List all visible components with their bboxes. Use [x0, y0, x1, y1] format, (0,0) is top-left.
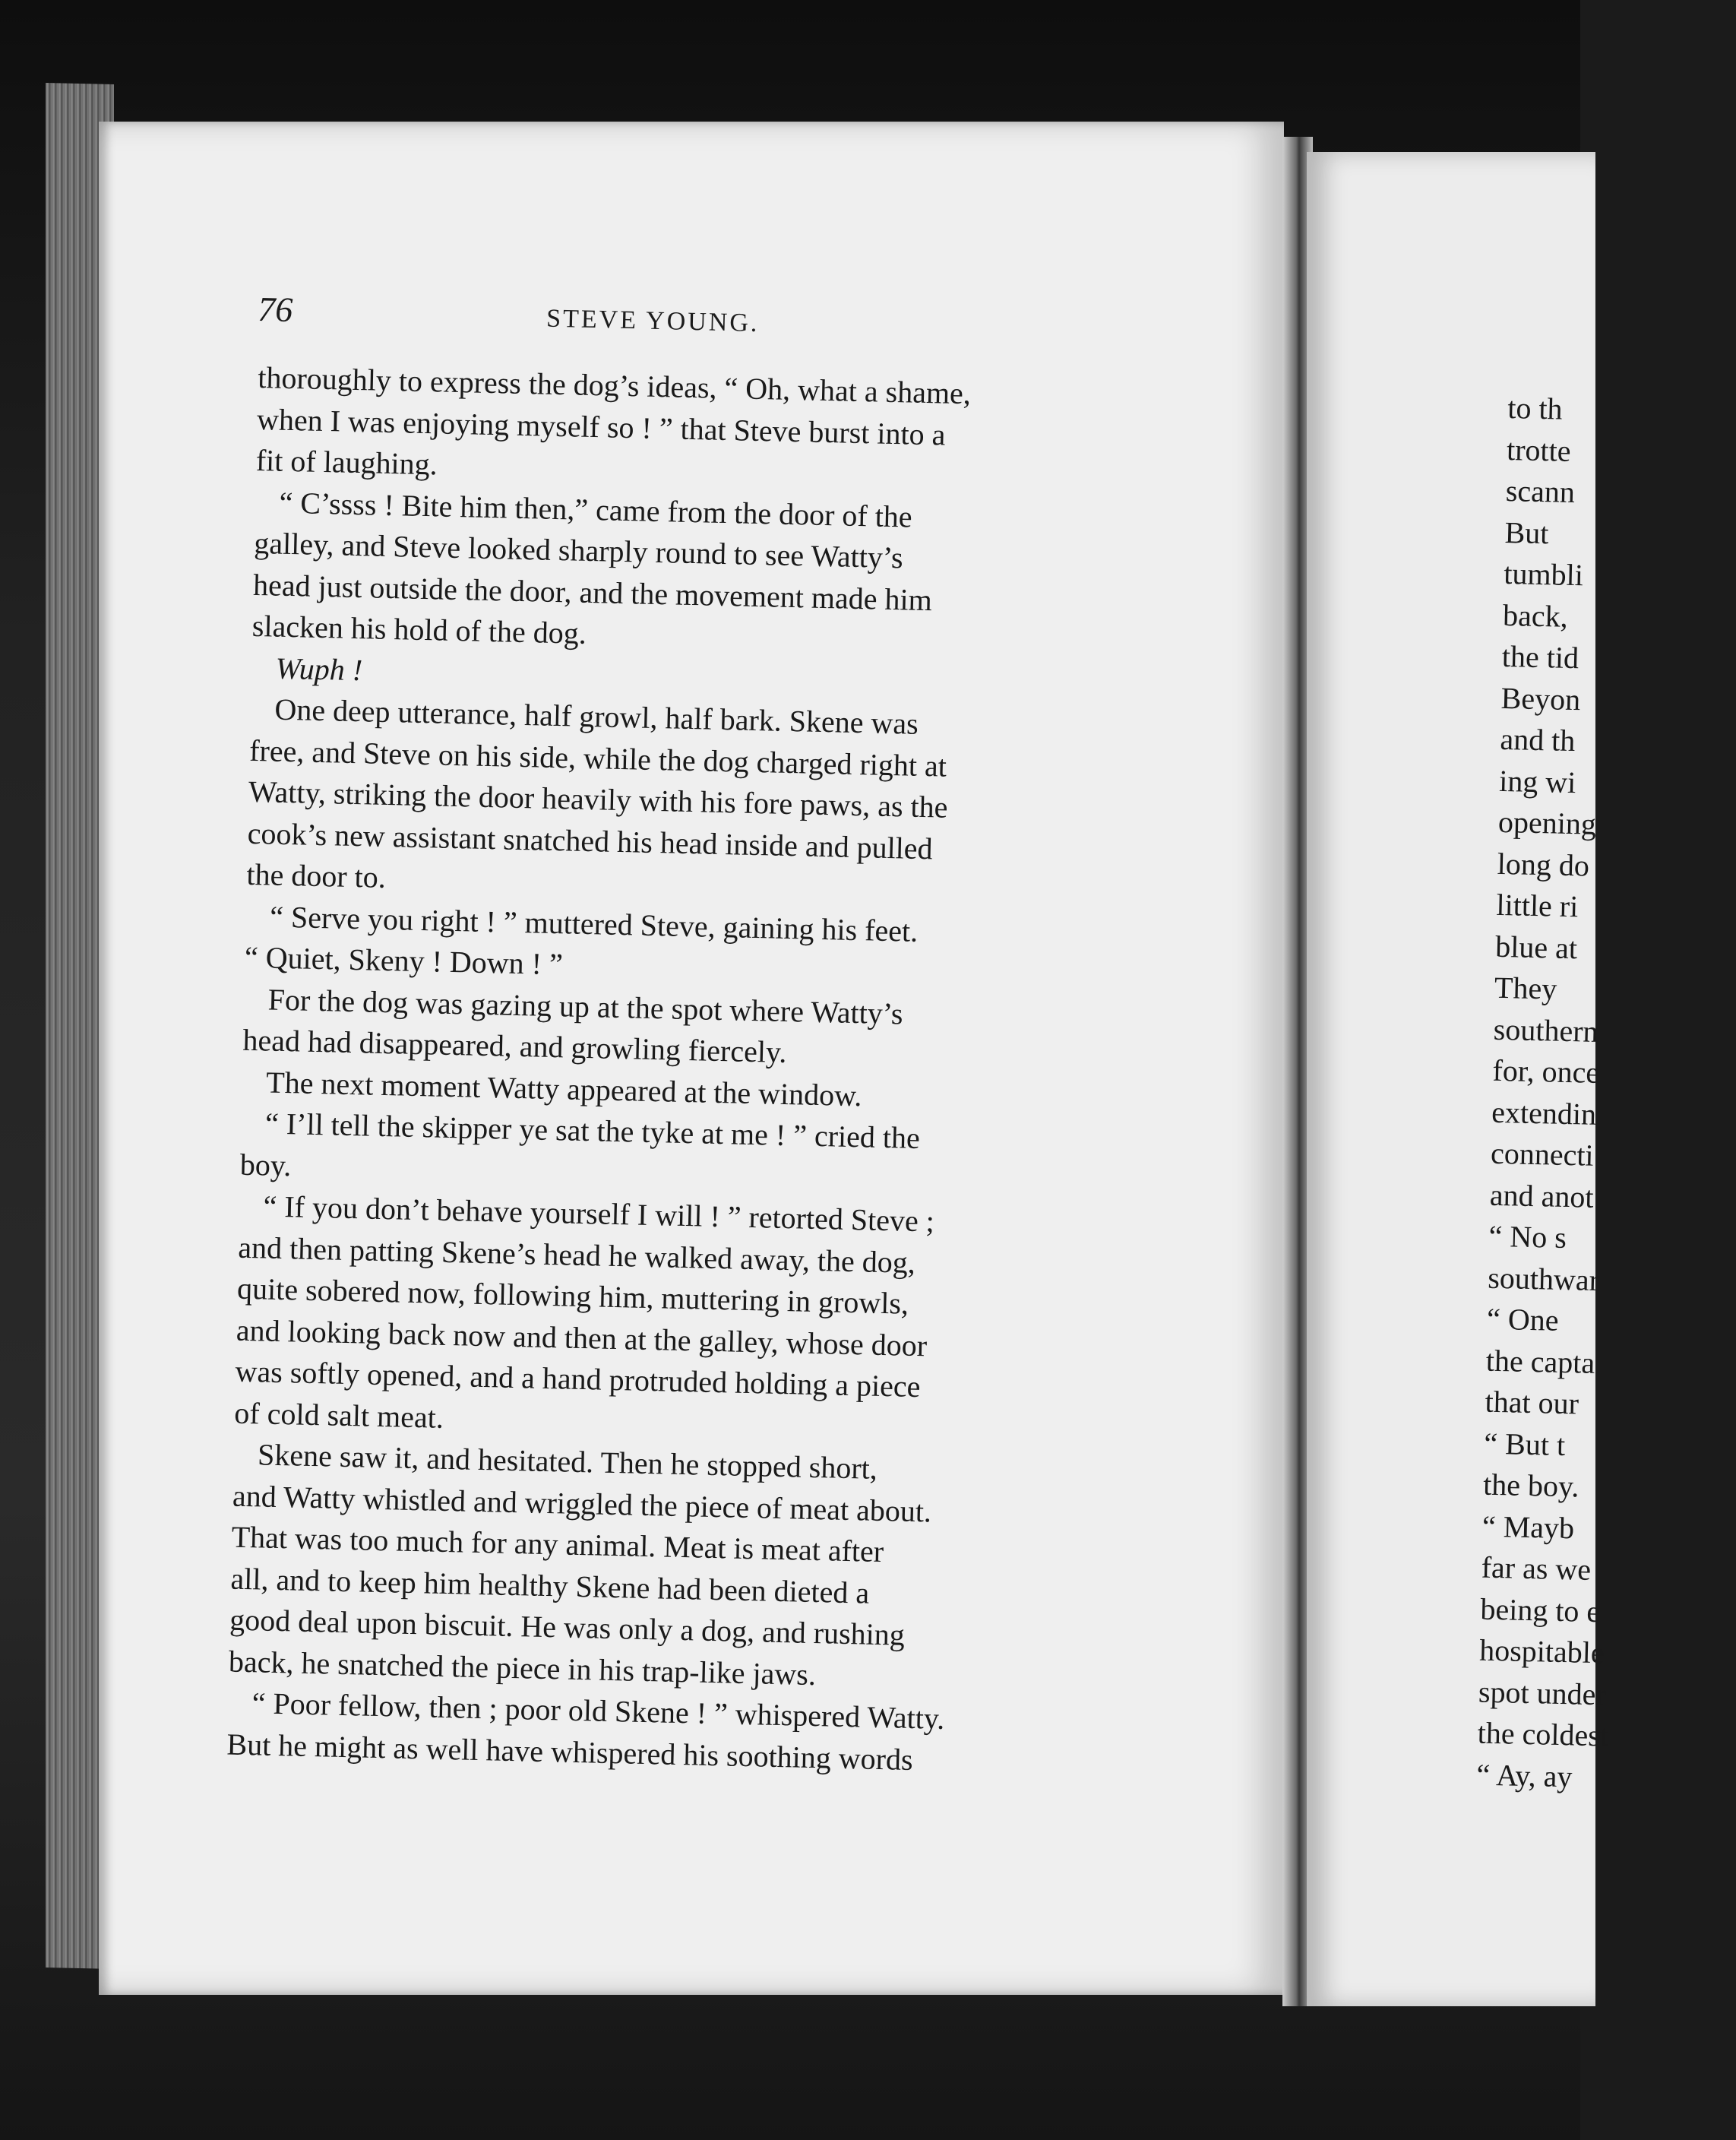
text-line: One deep utterance, half growl, half bark. Skene was	[274, 692, 919, 741]
text-line: and Watty whistled and wriggled the piece of meat about.	[232, 1478, 932, 1528]
text-line: slacken his hold of the dog.	[251, 608, 587, 651]
right-page-fragment: opening	[1497, 804, 1597, 841]
right-page-fragment: the boy.	[1482, 1467, 1580, 1504]
text-line: boy.	[239, 1147, 292, 1182]
text-line: “ Quiet, Skeny ! Down ! ”	[244, 939, 564, 982]
text-line: Watty, striking the door heavily with his fore paws, as the	[248, 774, 948, 825]
right-page-fragment: and th	[1499, 721, 1576, 758]
text-line: fit of laughing.	[255, 442, 438, 482]
text-line: “ If you don’t behave yourself I will ! ” retorted Steve ;	[263, 1189, 935, 1239]
text-line: the door to.	[246, 856, 387, 894]
right-page-fragment: the tid	[1501, 638, 1579, 676]
right-page-fragment: being to e	[1480, 1591, 1601, 1629]
right-page-fragment: connecti	[1490, 1135, 1595, 1173]
right-page-fragment: that our	[1485, 1384, 1579, 1421]
right-page-fragment: “ Ay, ay	[1476, 1757, 1573, 1793]
right-page-fragment: trotte	[1506, 432, 1572, 468]
text-line: all, and to keep him healthy Skene had been dieted a	[230, 1561, 870, 1610]
text-line: good deal upon biscuit. He was only a dog, and rushing	[229, 1602, 906, 1652]
text-line: when I was enjoying myself so ! ” that Steve burst into a	[256, 401, 946, 452]
right-page-fragment: “ No s	[1488, 1218, 1567, 1255]
text-line: free, and Steve on his side, while the dog charged right at	[248, 733, 947, 784]
running-title: STEVE YOUNG.	[545, 304, 760, 337]
right-page-fragment: the capta	[1485, 1343, 1595, 1380]
text-line: Skene saw it, and hesitated. Then he stopped short,	[257, 1437, 878, 1486]
right-page-fragment: spot under	[1478, 1674, 1607, 1711]
text-line: But he might as well have whispered his soothing words	[226, 1727, 914, 1777]
right-page-fragment: tumbli	[1503, 556, 1584, 593]
text-line: head had disappeared, and growling fiercely.	[242, 1022, 787, 1070]
right-page-fragment: back,	[1502, 597, 1569, 634]
right-page-text	[1476, 388, 1736, 1800]
right-page-fragment: ing wi	[1498, 763, 1576, 799]
right-page-fragment: They	[1494, 970, 1557, 1006]
page-number: 76	[257, 289, 293, 330]
right-page-fragment: southwar	[1487, 1260, 1600, 1297]
text-line: “ Serve you right ! ” muttered Steve, gaining his feet.	[269, 899, 919, 948]
right-page-fragment: and anot	[1489, 1177, 1595, 1214]
text-line: For the dog was gazing up at the spot where Watty’s	[267, 982, 904, 1030]
right-page-fragment: far as we	[1481, 1550, 1592, 1587]
text-line: and looking back now and then at the galley, whose door	[236, 1312, 928, 1363]
text-line: cook’s new assistant snatched his head inside and pulled	[247, 815, 934, 866]
right-page-fragment: blue at	[1494, 929, 1578, 965]
text-line: back, he snatched the piece in his trap-like jaws.	[228, 1644, 817, 1692]
right-page-fragment: to th	[1507, 390, 1564, 426]
text-line: galley, and Steve looked sharply round to see Watty’s	[253, 525, 904, 575]
text-line: was softly opened, and a hand protruded holding a piece	[235, 1353, 921, 1404]
right-page-fragment: the coldest	[1477, 1715, 1609, 1753]
right-page-fragment: southern	[1493, 1011, 1599, 1049]
right-page-fragment: hospitable	[1478, 1632, 1605, 1670]
text-line: “ I’ll tell the skipper ye sat the tyke at me ! ” cried the	[264, 1106, 921, 1156]
text-line: “ Poor fellow, then ; poor old Skene ! ” whispered Watty.	[251, 1686, 945, 1736]
text-line: “ C’ssss ! Bite him then,” came from the door of the	[279, 485, 913, 534]
right-page-fragment: scann	[1505, 473, 1576, 510]
text-line: The next moment Watty appeared at the window.	[265, 1064, 863, 1113]
right-page-fragment: long do	[1497, 846, 1590, 883]
right-page-fragment: extendin	[1491, 1094, 1597, 1132]
text-line: head just outside the door, and the movement made him	[252, 567, 933, 617]
text-line: That was too much for any animal. Meat is meat after	[231, 1519, 884, 1569]
right-page-fragment: “ One	[1486, 1301, 1560, 1338]
right-page-fragment: “ Mayb	[1481, 1508, 1575, 1545]
right-page-fragment: But	[1504, 514, 1549, 550]
text-line: quite sobered now, following him, muttering in growls,	[236, 1271, 909, 1321]
right-page-fragment: Beyon	[1500, 680, 1581, 717]
right-page-fragment: for, once	[1492, 1053, 1600, 1090]
text-line: Wuph !	[275, 651, 363, 687]
text-line: thoroughly to express the dog’s ideas, “ Oh, what a shame,	[257, 359, 972, 411]
right-page-fragment: little ri	[1496, 887, 1579, 924]
text-line: of cold salt meat.	[233, 1395, 444, 1435]
right-page-clip	[1307, 152, 1609, 2006]
right-page-fragment: “ But t	[1483, 1426, 1566, 1462]
text-line: and then patting Skene’s head he walked away, the dog,	[237, 1230, 916, 1280]
left-page-text	[226, 357, 1428, 1791]
